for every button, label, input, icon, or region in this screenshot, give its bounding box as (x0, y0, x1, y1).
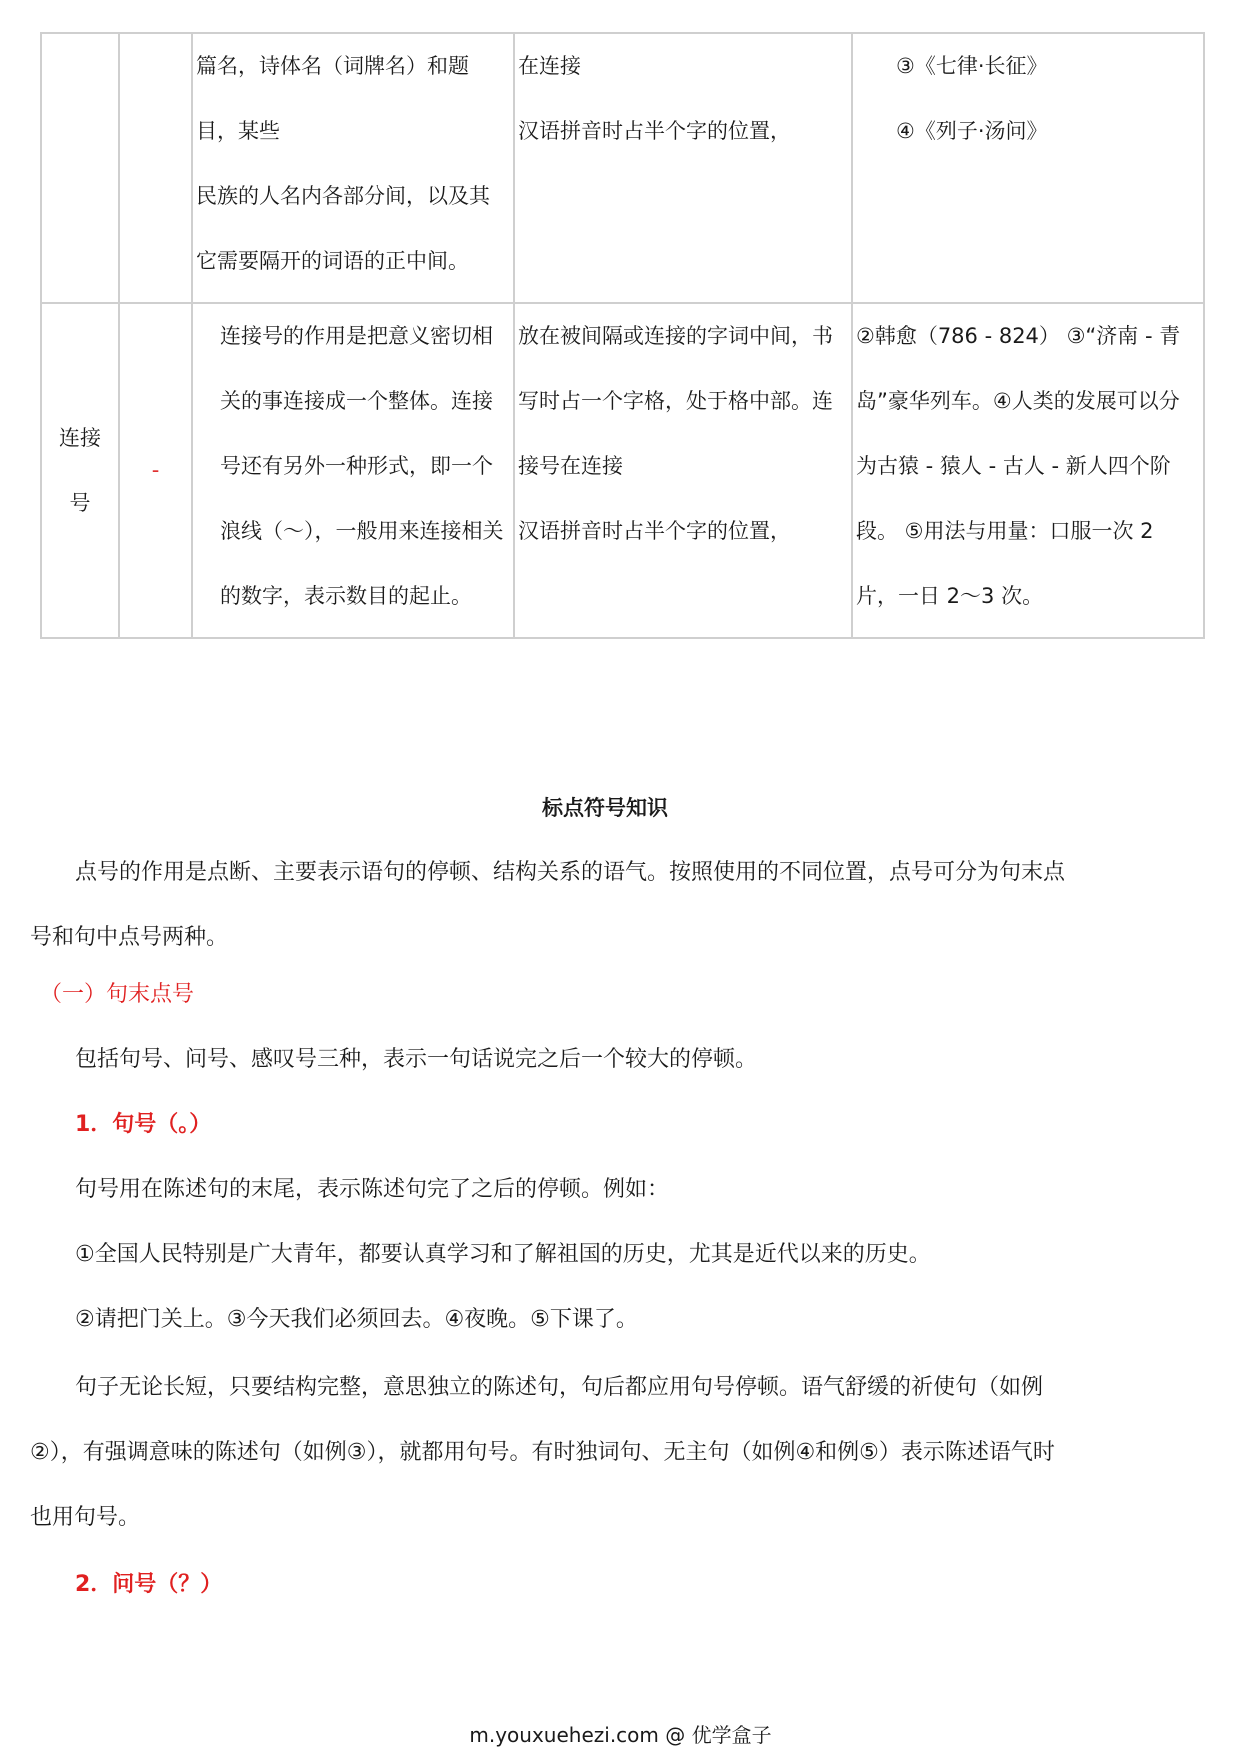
item-heading-question: 2．问号（？） (75, 1572, 223, 1597)
usage-cell (192, 303, 514, 638)
usage-cell (192, 33, 514, 303)
position-text-2: 汉语拼音时占半个字的位置， (518, 519, 791, 543)
example-cell (852, 303, 1204, 638)
punct-symbol: - (151, 458, 160, 482)
item-heading-period: 1．句号（。） (75, 1112, 212, 1137)
position-text-1: 在连接 (518, 54, 581, 78)
symbol-cell (119, 33, 192, 303)
example-cell (852, 33, 1204, 303)
position-text-1: 放在被间隔或连接的字词中间，书写时占一个字格，处于格中部。连接号在连接 (518, 324, 833, 478)
name-cell (41, 303, 119, 638)
symbol-cell (119, 303, 192, 638)
punctuation-table (40, 32, 1205, 639)
table-row (41, 303, 1204, 638)
example-text-1: ③《七律·长征》 (896, 54, 1048, 78)
section-title: 标点符号知识 (542, 796, 668, 820)
example-text: ②韩愈（786 - 824） ③“济南 - 青岛”豪华列车。④人类的发展可以分为古猿 - 猿人 - 古人 - 新人四个阶段。 ⑤用法与用量：口服一次 2 片，一日 2～3 次。 (856, 324, 1181, 608)
example-line-1: ①全国人民特别是广大青年，都要认真学习和了解祖国的历史，尤其是近代以来的历史。 (75, 1242, 931, 1267)
position-cell (514, 33, 852, 303)
page-footer: m.youxuehezi.com @ 优学盒子 (469, 1723, 772, 1747)
usage-text: 连接号的作用是把意义密切相关的事连接成一个整体。连接号还有另外一种形式，即一个浪线（～），一般用来连接相关的数字，表示数目的起止。 (220, 324, 504, 608)
punct-name: 连接号 (59, 425, 101, 515)
table-row (41, 33, 1204, 303)
position-cell (514, 303, 852, 638)
subsection-heading: （一）句末点号 (40, 982, 195, 1007)
example-line-2: ②请把门关上。③今天我们必须回去。④夜晚。⑤下课了。 (75, 1307, 638, 1332)
position-text-2: 汉语拼音时占半个字的位置， (518, 119, 791, 143)
intro-paragraph: 点号的作用是点断、主要表示语句的停顿、结构关系的语气。按照使用的不同位置，点号可分为句末点号和句中点号两种。 (30, 860, 1066, 950)
usage-text-2: 民族的人名内各部分间，以及其它需要隔开的词语的正中间。 (196, 184, 490, 273)
name-cell (41, 33, 119, 303)
item-text-period: 句号用在陈述句的末尾，表示陈述句完了之后的停顿。例如： (75, 1177, 670, 1202)
explain-paragraph: 句子无论长短，只要结构完整，意思独立的陈述句，句后都应用句号停顿。语气舒缓的祈使句（如例②），有强调意味的陈述句（如例③），就都用句号。有时独词句、无主句（如例④和例⑤）表示陈述语气时也用句号。 (30, 1375, 1055, 1530)
usage-text-1: 篇名，诗体名（词牌名）和题目，某些 (196, 54, 469, 143)
subsection-text: 包括句号、问号、感叹号三种，表示一句话说完之后一个较大的停顿。 (75, 1047, 758, 1072)
example-text-2: ④《列子·汤问》 (896, 119, 1048, 143)
